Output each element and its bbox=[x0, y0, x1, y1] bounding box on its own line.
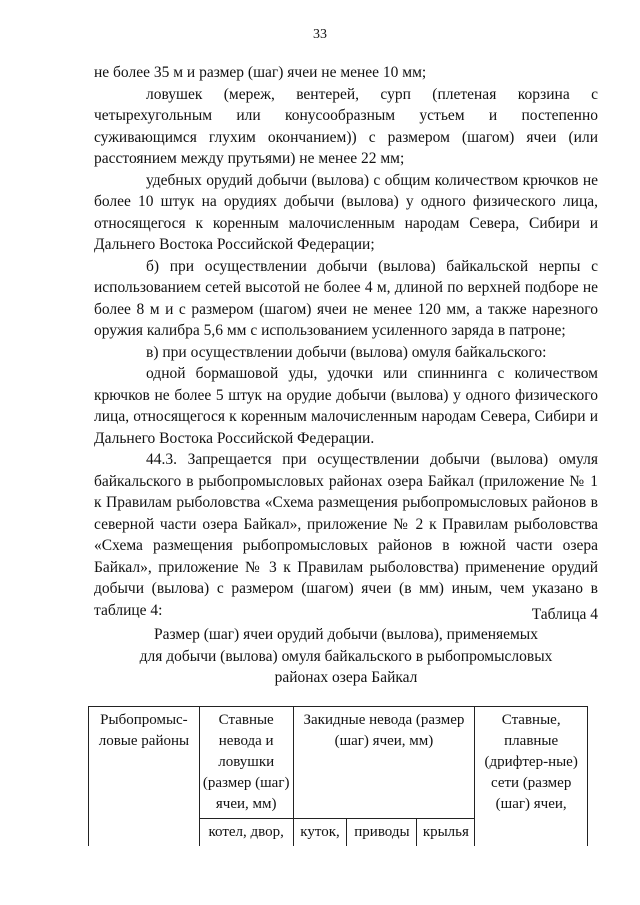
document-body bbox=[94, 62, 598, 621]
table-caption-line: Размер (шаг) ячеи орудий добычи (вылова), применяемых bbox=[154, 626, 538, 643]
mesh-size-table bbox=[88, 706, 588, 846]
page-number: 33 bbox=[313, 27, 327, 42]
subheader-kutok: куток, bbox=[293, 819, 347, 847]
table-caption bbox=[94, 624, 598, 689]
table-label: Таблица 4 bbox=[531, 606, 598, 623]
header-set-nets: Ставные невода и ловушки (размер (шаг) ячеи, мм) bbox=[199, 707, 293, 819]
header-drift-nets: Ставные, плавные (дрифтер-ные) сети (размер (шаг) ячеи, bbox=[475, 707, 588, 847]
paragraph: не более 35 м и размер (шаг) ячеи не менее 10 мм; bbox=[94, 64, 427, 81]
table-caption-line: для добычи (вылова) омуля байкальского в рыбопромысловых bbox=[139, 647, 553, 665]
header-fishing-districts: Рыбопромыс-ловые районы bbox=[89, 707, 200, 847]
table-header-row bbox=[89, 707, 588, 819]
paragraph: в) при осуществлении добычи (вылова) омуля байкальского: bbox=[146, 343, 547, 361]
subheader-privody: приводы bbox=[347, 819, 417, 847]
table-caption-line: районах озера Байкал bbox=[274, 669, 418, 686]
paragraph: б) при осуществлении добычи (вылова) байкальской нерпы с использованием сетей высотой не более 4 м, длиной по верхней подборе не более 8 м и с размером (шагом) ячеи не менее 120 мм, а также нарезного оружия калибра 5,6 мм с использованием усиленного заряда в патроне; bbox=[94, 257, 598, 339]
paragraph: 44.3. Запрещается при осуществлении добычи (вылова) омуля байкальского в рыбопромысловых районах озера Байкал (приложение № 1 к Правилам рыболовства «Схема размещения рыбопромысловых районов в северной части озера Байкал», приложение № 2 к Правилам рыболовства «Схема размещения рыбопромысловых районов в южной части озера Байкал», приложение № 3 к Правилам рыболовства) применение орудий добычи (вылова) с размером (шагом) ячеи (в мм) иным, чем указано в таблице 4: bbox=[94, 451, 598, 619]
header-seine-nets: Закидные невода (размер (шаг) ячеи, мм) bbox=[293, 707, 475, 819]
paragraph: ловушек (мереж, вентерей, сурп (плетеная корзина с четырехугольным или конусообразным устьем и постепенно суживающимся глухим окончанием)) с размером (шагом) ячеи (или расстоянием между прутьями) не менее 22 мм; bbox=[94, 85, 598, 167]
subheader-krylya: крылья bbox=[417, 819, 475, 847]
subheader-kotel-dvor: котел, двор, bbox=[199, 819, 293, 847]
paragraph: одной бормашовой уды, удочки или спиннинга с количеством крючков не более 5 штук на орудие добычи (вылова) у одного физического лица, относящегося к коренным малочисленным народам Севера, Сибири и Дальнего Востока Российской Федерации. bbox=[94, 365, 598, 447]
paragraph: удебных орудий добычи (вылова) с общим количеством крючков не более 10 штук на орудиях добычи (вылова) у одного физического лица, относящегося к коренным малочисленным народам Севера, Сибири и Дальнего Востока Российской Федерации; bbox=[94, 171, 598, 253]
